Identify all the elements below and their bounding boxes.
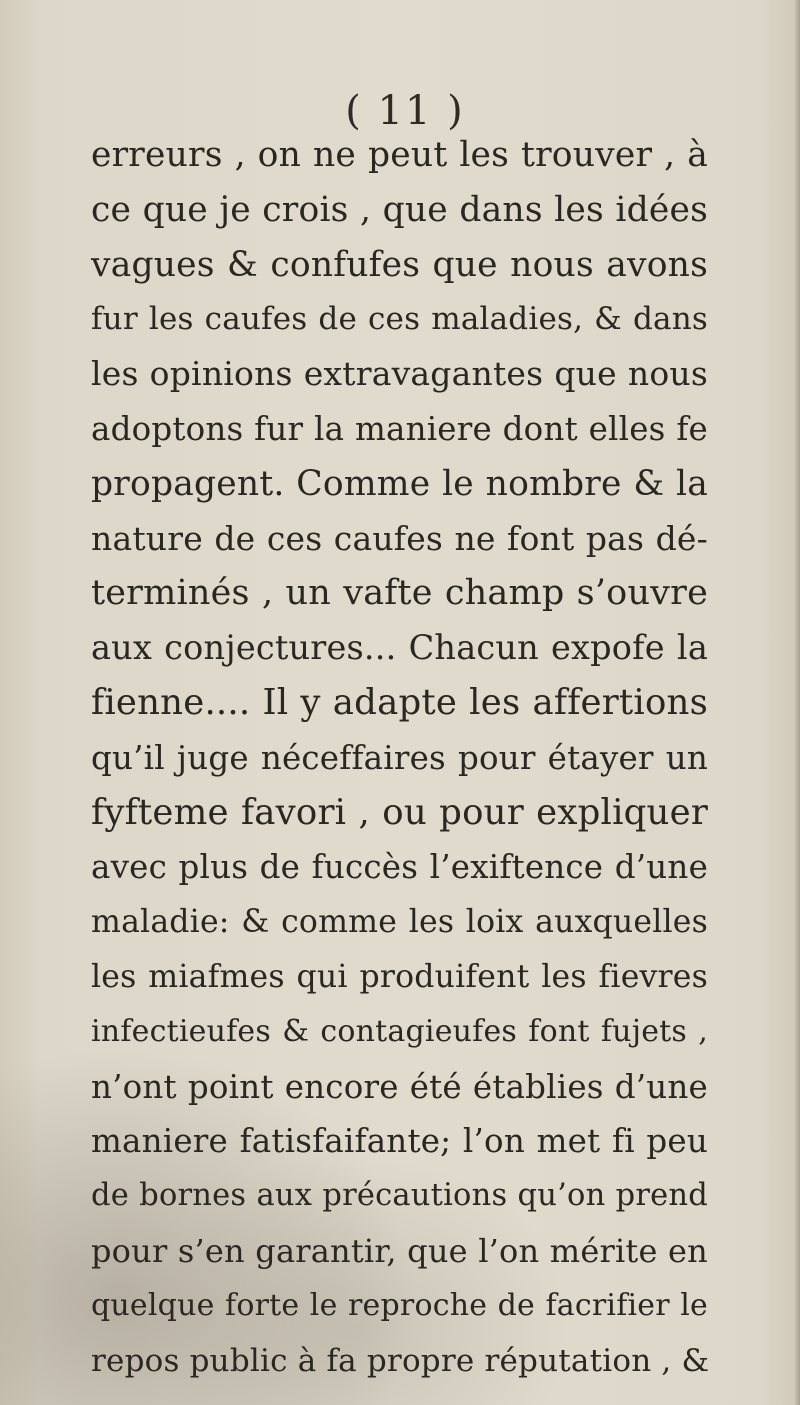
text-line: pour s’en garantir, que l’on mérite en: [91, 1231, 708, 1270]
text-line: les opinions extravagantes que nous: [91, 354, 708, 394]
text-line: erreurs , on ne peut les trouver , à: [91, 135, 708, 175]
text-line: repos public à fa propre réputation , &: [91, 1342, 710, 1379]
text-line: terminés , un vafte champ s’ouvre: [91, 573, 708, 614]
text-line: adoptons fur la maniere dont elles fe: [91, 409, 708, 448]
text-line: ce que je crois , que dans les idées: [91, 189, 708, 230]
text-line: avec plus de fuccès l’exiftence d’une: [91, 848, 708, 887]
text-line: fur les caufes de ces maladies, & dans: [91, 301, 708, 338]
text-line: aux conjectures... Chacun expofe la: [91, 628, 708, 668]
text-line: quelque forte le reproche de facrifier le: [91, 1287, 708, 1323]
page-edge-shadow: [794, 0, 800, 1405]
text-line: propagent. Comme le nombre & la: [91, 463, 708, 504]
text-line: fienne.... Il y adapte les affertions: [91, 681, 708, 723]
text-line: les miafmes qui produifent les fievres: [91, 958, 708, 995]
text-line: infectieufes & contagieufes font fujets ,: [91, 1013, 708, 1049]
text-line: maladie: & comme les loix auxquelles: [91, 904, 708, 941]
text-line: nature de ces caufes ne font pas dé-: [91, 518, 708, 558]
text-line: maniere fatisfaifante; l’on met fi peu: [91, 1122, 708, 1161]
text-line: vagues & confufes que nous avons: [91, 244, 708, 285]
text-line: de bornes aux précautions qu’on prend: [91, 1178, 708, 1214]
text-line: fyfteme favori , ou pour expliquer: [91, 791, 708, 833]
text-line: qu’il juge néceffaires pour étayer un: [91, 738, 708, 777]
body-text: [91, 128, 708, 1388]
page-number: ( 11 ): [345, 88, 465, 134]
text-line: n’ont point encore été établies d’une: [91, 1067, 708, 1106]
